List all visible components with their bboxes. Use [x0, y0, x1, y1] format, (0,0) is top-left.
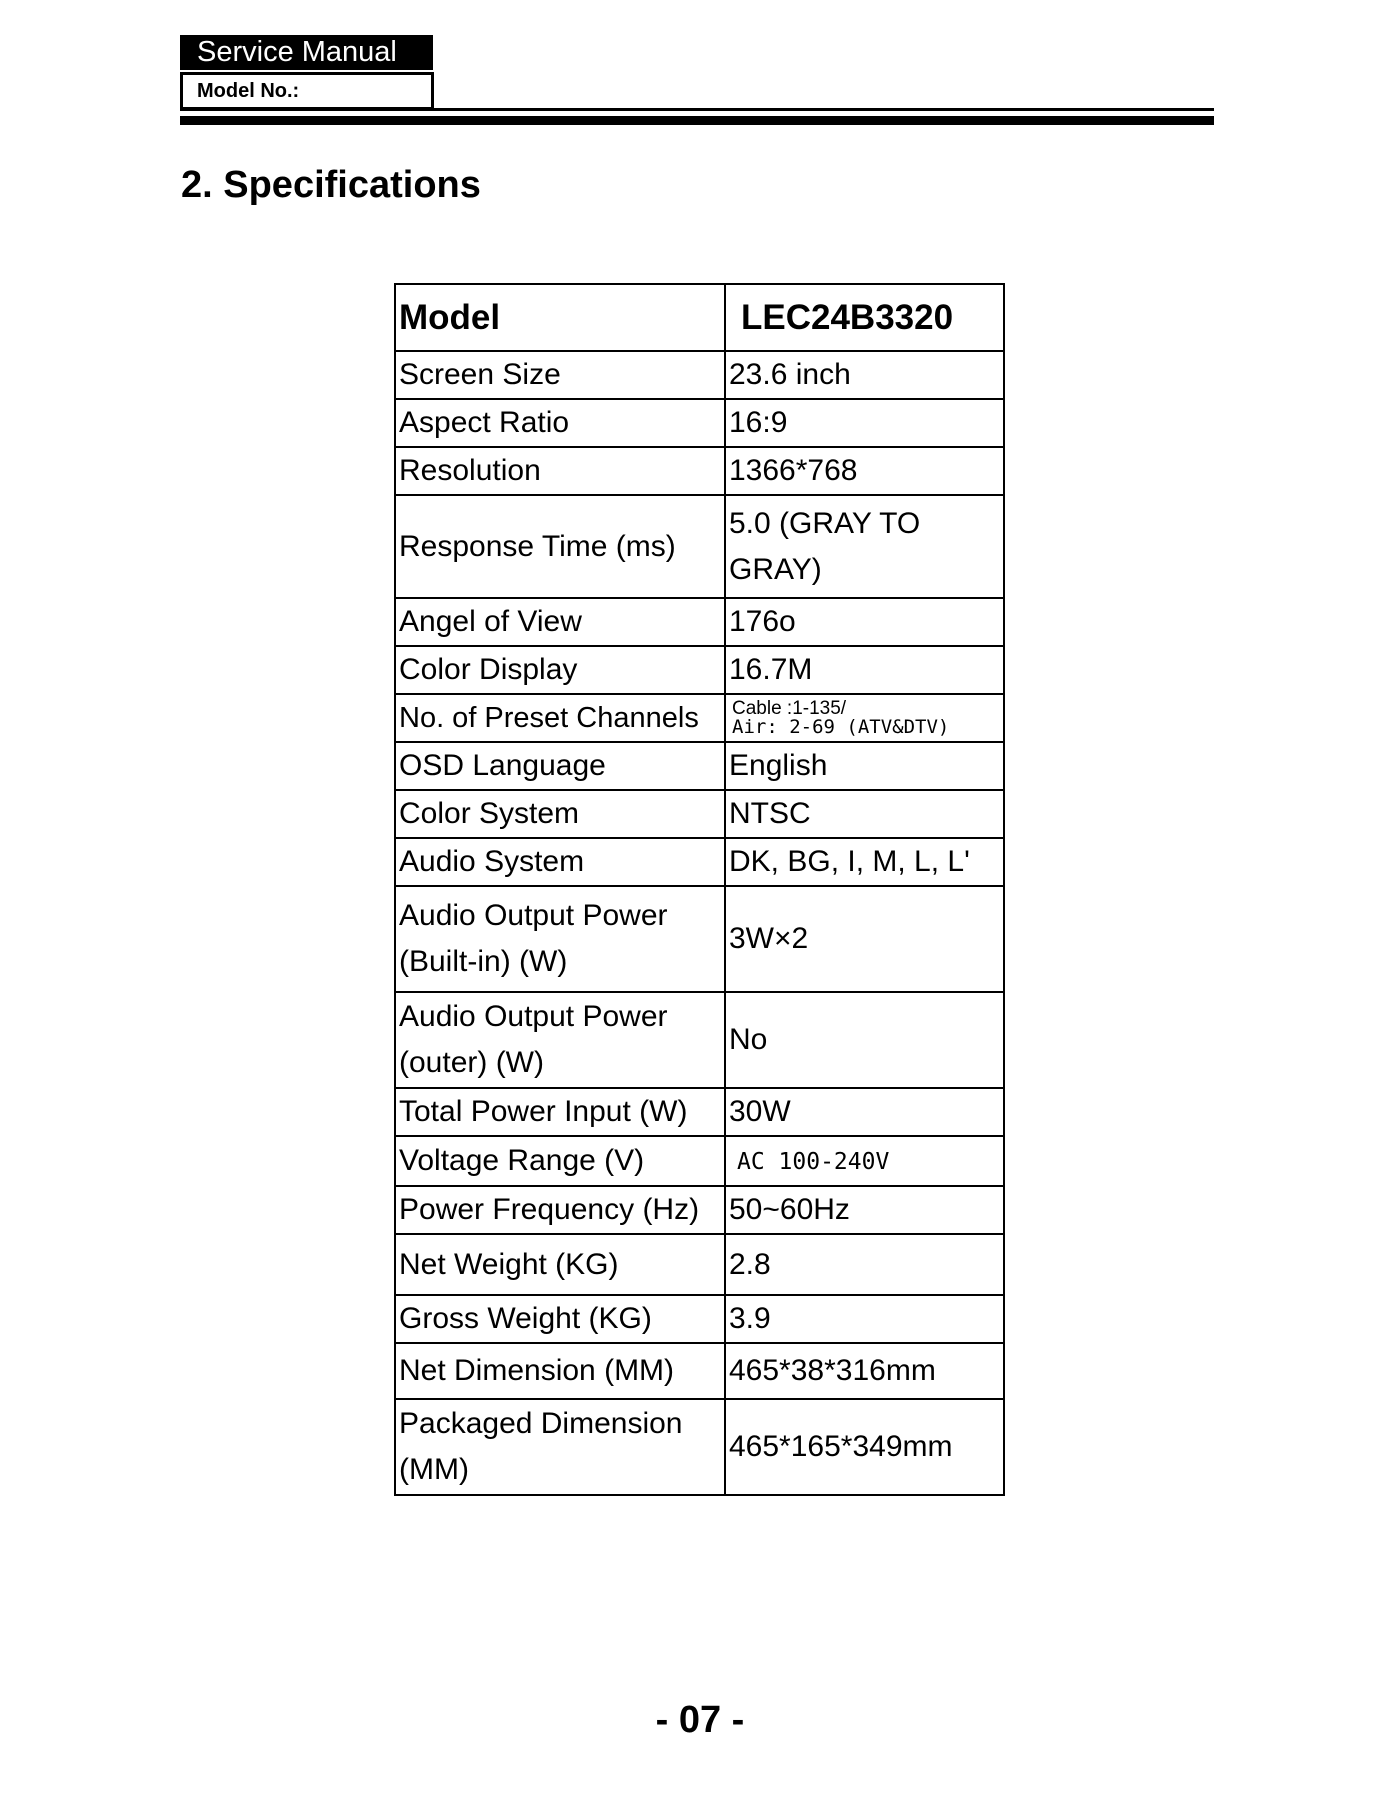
spec-value: No — [725, 992, 1004, 1088]
spec-label: Gross Weight (KG) — [395, 1295, 725, 1343]
spec-value: 465*165*349mm — [725, 1399, 1004, 1495]
spec-label: Aspect Ratio — [395, 399, 725, 447]
spec-value: 1366*768 — [725, 447, 1004, 495]
spec-value: English — [725, 742, 1004, 790]
table-row — [395, 495, 1004, 598]
spec-value: 3W×2 — [725, 886, 1004, 992]
table-row — [395, 1234, 1004, 1295]
spec-value-text: AC 100-240V — [737, 1149, 890, 1175]
spec-label: Color Display — [395, 646, 725, 694]
spec-value — [725, 1136, 1004, 1186]
spec-label: Screen Size — [395, 351, 725, 399]
table-row — [395, 838, 1004, 886]
spec-value: 176o — [725, 598, 1004, 646]
spec-value: 30W — [725, 1088, 1004, 1136]
spec-value: 50~60Hz — [725, 1186, 1004, 1234]
spec-value: 23.6 inch — [725, 351, 1004, 399]
table-row — [395, 992, 1004, 1088]
table-row — [395, 598, 1004, 646]
spec-label: Model — [395, 284, 725, 351]
spec-value: 16.7M — [725, 646, 1004, 694]
spec-value: LEC24B3320 — [725, 284, 1004, 351]
spec-value: DK, BG, I, M, L, L' — [725, 838, 1004, 886]
spec-label: Color System — [395, 790, 725, 838]
spec-label: Net Weight (KG) — [395, 1234, 725, 1295]
header-model-label: Model No.: — [180, 72, 434, 110]
spec-value — [725, 694, 1004, 742]
spec-label: Total Power Input (W) — [395, 1088, 725, 1136]
table-row — [395, 742, 1004, 790]
page-number: - 07 - — [655, 1699, 745, 1741]
table-row — [395, 1088, 1004, 1136]
section-title: 2. Specifications — [181, 164, 481, 206]
header-rule-thin — [180, 108, 1214, 111]
spec-label: Audio Output Power (Built-in) (W) — [395, 886, 725, 992]
header-rule-thick — [180, 116, 1214, 125]
spec-table — [394, 283, 1005, 1496]
table-row — [395, 447, 1004, 495]
spec-label: Response Time (ms) — [395, 495, 725, 598]
table-row — [395, 1136, 1004, 1186]
table-header-row — [395, 284, 1004, 351]
table-row — [395, 351, 1004, 399]
spec-value: 2.8 — [725, 1234, 1004, 1295]
spec-label: Packaged Dimension (MM) — [395, 1399, 725, 1495]
spec-label: Net Dimension (MM) — [395, 1343, 725, 1399]
table-row — [395, 1295, 1004, 1343]
table-row — [395, 399, 1004, 447]
spec-label: Voltage Range (V) — [395, 1136, 725, 1186]
spec-label: No. of Preset Channels — [395, 694, 725, 742]
table-row — [395, 1399, 1004, 1495]
spec-value: NTSC — [725, 790, 1004, 838]
spec-label: Resolution — [395, 447, 725, 495]
spec-value-line: Air: 2-69 (ATV&DTV) — [732, 716, 950, 738]
spec-label: Power Frequency (Hz) — [395, 1186, 725, 1234]
table-row — [395, 1343, 1004, 1399]
table-row — [395, 646, 1004, 694]
spec-value: 5.0 (GRAY TO GRAY) — [725, 495, 1004, 598]
table-row — [395, 886, 1004, 992]
spec-label: Audio System — [395, 838, 725, 886]
spec-value: 465*38*316mm — [725, 1343, 1004, 1399]
spec-value: 16:9 — [725, 399, 1004, 447]
table-row — [395, 694, 1004, 742]
table-row — [395, 790, 1004, 838]
spec-label: Angel of View — [395, 598, 725, 646]
spec-value: 3.9 — [725, 1295, 1004, 1343]
spec-label: Audio Output Power (outer) (W) — [395, 992, 725, 1088]
spec-label: OSD Language — [395, 742, 725, 790]
spec-value-line: Cable :1-135/ — [732, 698, 847, 719]
header-title: Service Manual — [180, 35, 433, 70]
table-row — [395, 1186, 1004, 1234]
